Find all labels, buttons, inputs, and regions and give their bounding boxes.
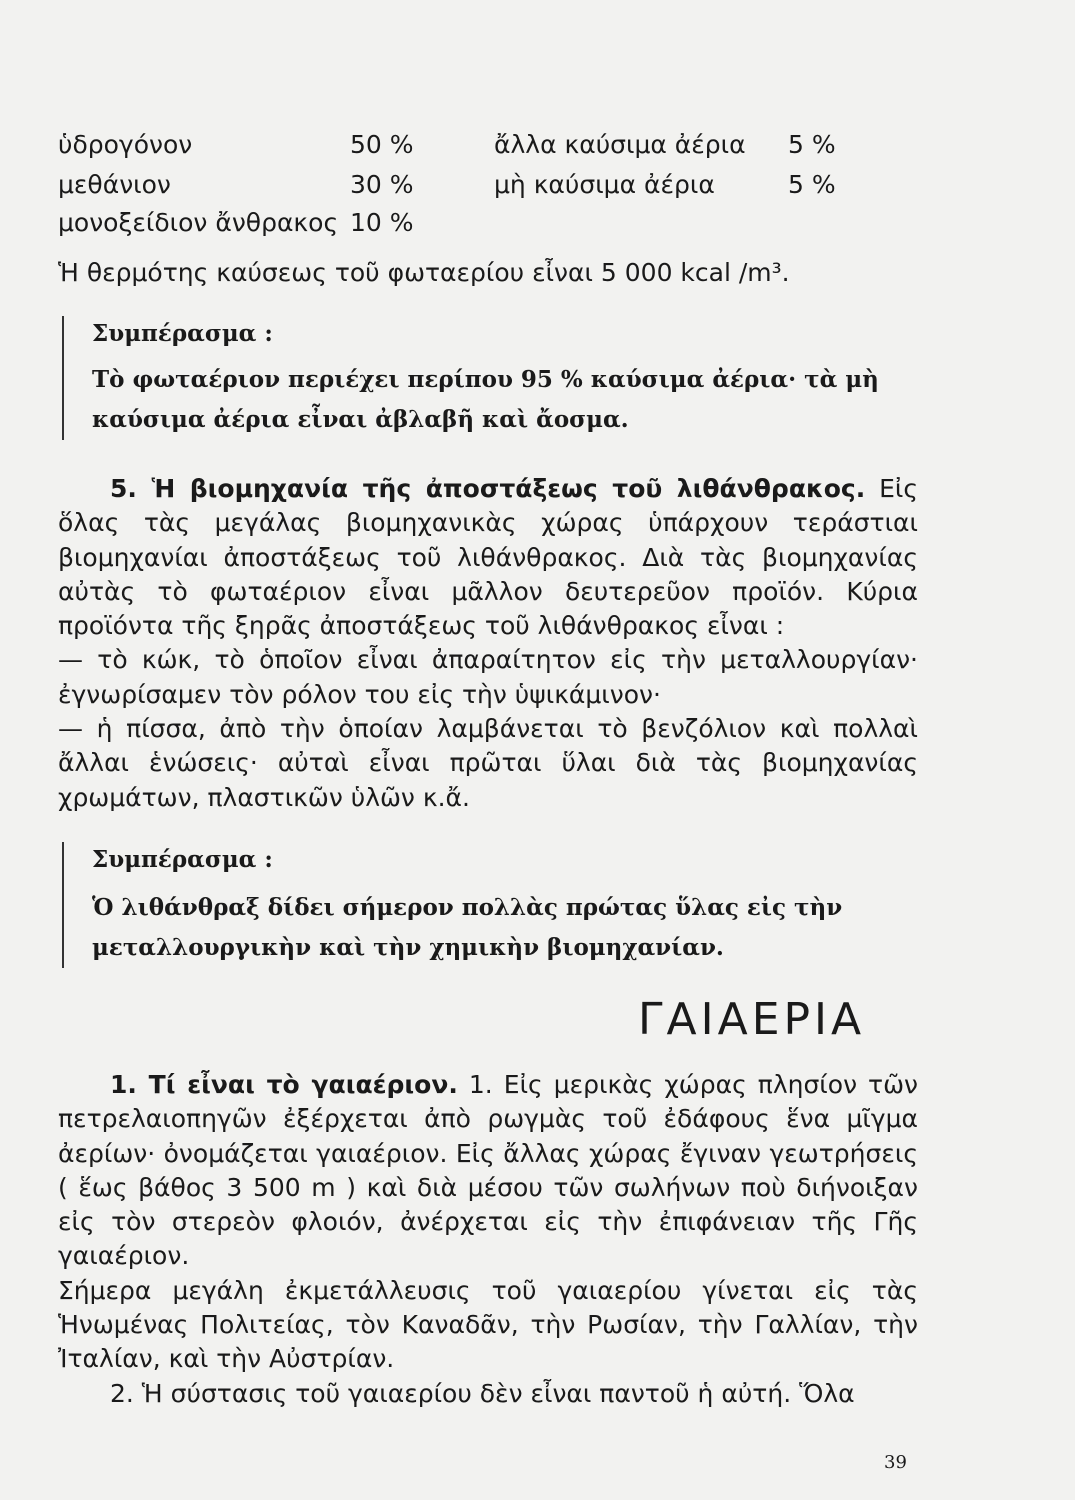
- conclusion-text: Ὁ λιθάνθραξ δίδει σήμερον πολλὰς πρώτας ὕλας εἰς τὴν μεταλλουργικὴν καὶ τὴν χημικὴν βιομηχανίαν.: [92, 894, 843, 961]
- conclusion-box: [62, 842, 937, 968]
- paragraph: Σήμερα μεγάλη ἐκμετάλλευσις τοῦ γαιαερίου γίνεται εἰς τὰς Ἡνωμένας Πολιτείας, τὸν Καναδᾶν, τὴν Ρωσίαν, τὴν Γαλλίαν, τὴν Ἰταλίαν, καὶ τὴν Αὐστρίαν.: [58, 1275, 918, 1374]
- section-body: Εἰς ὅλας τὰς μεγάλας βιομηχανικὰς χώρας ὑπάρχουν τεράστιαι βιομηχανίαι ἀποστάξεως τοῦ λιθάνθρακος. Διὰ τὰς βιομηχανίας αὐτὰς τὸ φωταέριον εἶναι μᾶλλον δευτερεῦον προϊόν. Κύρια προϊόντα τῆς ξηρᾶς ἀποστάξεως τοῦ λιθάνθρακος εἶναι :: [58, 474, 918, 641]
- component-name: μονοξείδιον ἄνθρακος: [58, 208, 339, 237]
- conclusion-text: Τὸ φωταέριον περιέχει περίπου 95 % καύσιμα ἀέρια· τὰ μὴ καύσιμα ἀέρια εἶναι ἀβλαβῆ καὶ ἄοσμα.: [92, 366, 879, 433]
- page-number: 39: [884, 1452, 907, 1473]
- conclusion-label: Συμπέρασμα :: [92, 320, 273, 347]
- component-percent: 5 %: [788, 130, 836, 159]
- section-heading: 1. Τί εἶναι τὸ γαιαέριον.: [110, 1070, 458, 1099]
- component-name: ὑδρογόνον: [58, 130, 193, 159]
- component-percent: 30 %: [350, 170, 414, 199]
- component-percent: 50 %: [350, 130, 414, 159]
- component-percent: 5 %: [788, 170, 836, 199]
- list-item: — τὸ κώκ, τὸ ὁποῖον εἶναι ἀπαραίτητον εἰς τὴν μεταλλουργίαν· ἐγνωρίσαμεν τὸν ρόλον του εἰς τὴν ὑψικάμινον·: [58, 645, 918, 709]
- component-name: ἄλλα καύσιμα ἀέρια: [494, 130, 746, 159]
- conclusion-box: [62, 316, 942, 440]
- component-percent: 10 %: [350, 208, 414, 237]
- component-name: μὴ καύσιμα ἀέρια: [494, 170, 715, 199]
- section-1: [58, 1068, 918, 1411]
- conclusion-label: Συμπέρασμα :: [92, 846, 273, 873]
- section-5: [58, 472, 918, 815]
- chapter-title: ΓΑΙΑΕΡΙΑ: [638, 994, 866, 1045]
- list-item: — ἡ πίσσα, ἀπὸ τὴν ὁποίαν λαμβάνεται τὸ βενζόλιον καὶ πολλαὶ ἄλλαι ἑνώσεις· αὐταὶ εἶναι πρῶται ὕλαι διὰ τὰς βιομηχανίας χρωμάτων, πλαστικῶν ὑλῶν κ.ἄ.: [58, 714, 918, 812]
- heat-line: Ἡ θερμότης καύσεως τοῦ φωταερίου εἶναι 5 000 kcal /m³.: [58, 258, 790, 287]
- section-heading: 5. Ἡ βιομηχανία τῆς ἀποστάξεως τοῦ λιθάνθρακος.: [110, 474, 866, 503]
- section-body: 1. Εἰς μερικὰς χώρας πλησίον τῶν πετρελαιοπηγῶν ἐξέρχεται ἀπὸ ρωγμὰς τοῦ ἐδάφους ἕνα μῖγμα ἀερίων· ὀνομάζεται γαιαέριον. Εἰς ἄλλας χώρας ἔγιναν γεωτρήσεις ( ἕως βάθος 3 500 m ) καὶ διὰ μέσου τῶν σωλήνων ποὺ διήνοιξαν εἰς τὸν στερεὸν φλοιόν, ἀνέρχεται εἰς τὴν ἐπιφάνειαν τῆς Γῆς γαιαέριον.: [58, 1070, 918, 1271]
- paragraph: 2. Ἡ σύστασις τοῦ γαιαερίου δὲν εἶναι παντοῦ ἡ αὐτή. Ὅλα: [110, 1378, 855, 1408]
- component-name: μεθάνιον: [58, 170, 171, 199]
